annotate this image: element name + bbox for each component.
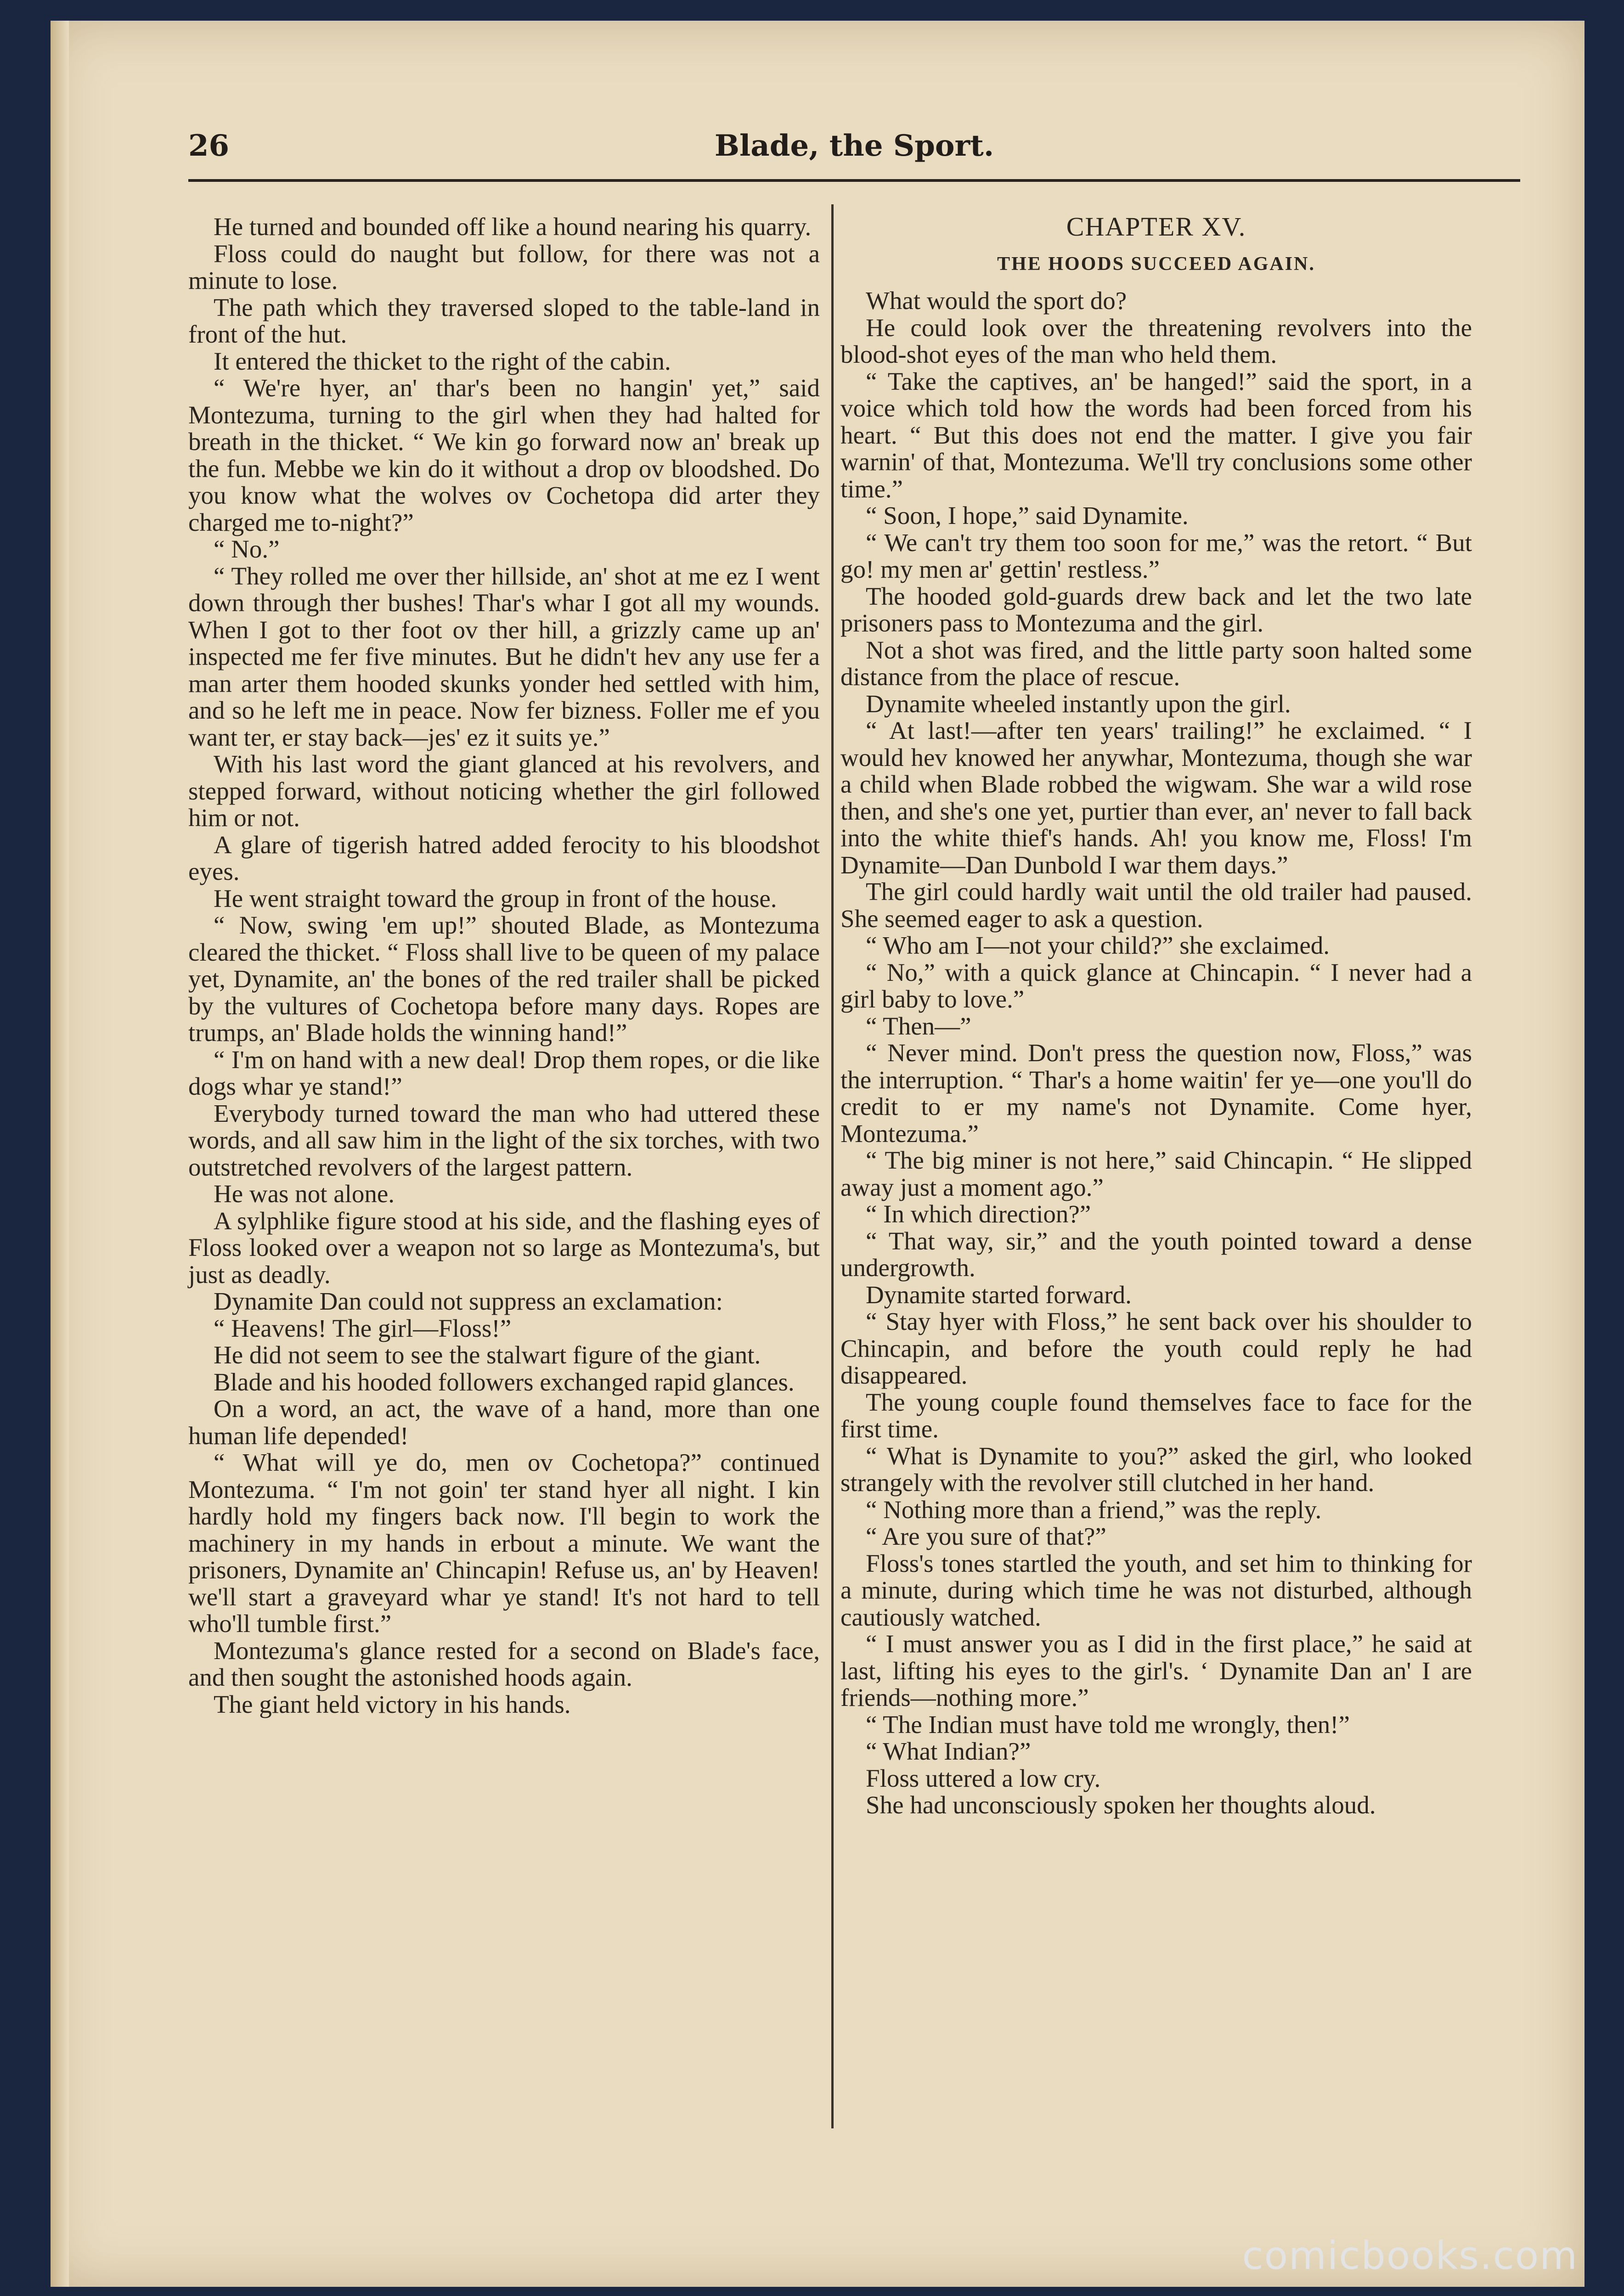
paragraph: He turned and bounded off like a hound nearing his quarry. [214, 213, 812, 241]
paragraph: Dynamite wheeled instantly upon the girl. [866, 689, 1291, 718]
column-divider [831, 204, 834, 2128]
paragraph: “ Who am I—not your child?” she exclaimed. [866, 931, 1330, 959]
paragraph: The young couple found themselves face to face for the first time. [840, 1388, 1472, 1443]
paragraph: “ Heavens! The girl—Floss!” [214, 1314, 512, 1342]
paragraph: Blade and his hooded followers exchanged rapid glances. [214, 1367, 795, 1396]
paragraph: It entered the thicket to the right of the cabin. [214, 347, 671, 375]
chapter-subtitle: THE HOODS SUCCEED AGAIN. [997, 253, 1315, 275]
page-header [188, 129, 1520, 182]
paragraph: With his last word the giant glanced at his revolvers, and stepped forward, without noticing whether the girl followed him or not. [188, 750, 820, 832]
paragraph: The girl could hardly wait until the old trailer had paused. She seemed eager to ask a question. [840, 878, 1472, 933]
paragraph: He was not alone. [214, 1180, 395, 1208]
paragraph: Floss could do naught but follow, for there was not a minute to lose. [188, 239, 820, 294]
paragraph: She had unconsciously spoken her thoughts aloud. [866, 1791, 1376, 1819]
chapter-heading: CHAPTER XV. [1066, 212, 1246, 242]
paragraph: “ The Indian must have told me wrongly, then!” [866, 1710, 1350, 1739]
paragraph: Dynamite started forward. [866, 1280, 1132, 1309]
paragraph: “ The big miner is not here,” said Chincapin. “ He slipped away just a moment ago.” [840, 1146, 1472, 1201]
site-watermark: comicbooks.com [1242, 2233, 1578, 2278]
paragraph: What would the sport do? [866, 287, 1127, 315]
paragraph: On a word, an act, the wave of a hand, more than one human life depended! [188, 1395, 820, 1450]
paragraph: “ They rolled me over ther hillside, an' shot at me ez I went down through ther bushes! Thar's whar I got all my wounds. When I got to ther foot ov ther hill, a grizzly came up an' inspected me fer five minutes. But he didn't hev any use fer a man arter them hooded skunks yonder hed settled with him, and so he left me in peace. Now fer bizness. Foller me ef you want ter, er stay back—jes' ez it suits ye.” [188, 562, 820, 751]
paragraph: “ Are you sure of that?” [866, 1522, 1106, 1550]
running-title: Blade, the Sport. [714, 129, 994, 163]
paragraph: He went straight toward the group in front of the house. [214, 884, 777, 912]
paragraph: He did not seem to see the stalwart figure of the giant. [214, 1341, 761, 1369]
paragraph: The hooded gold-guards drew back and let the two late prisoners pass to Montezuma and the girl. [840, 582, 1472, 637]
paragraph: A sylphlike figure stood at his side, and the flashing eyes of Floss looked over a weapon not so large as Montezuma's, but just as deadly. [188, 1206, 820, 1289]
paragraph: The giant held victory in his hands. [214, 1690, 571, 1718]
paragraph: Dynamite Dan could not suppress an exclamation: [214, 1287, 723, 1315]
paragraph: “ That way, sir,” and the youth pointed toward a dense undergrowth. [840, 1227, 1472, 1282]
paragraph: “ What Indian?” [866, 1737, 1031, 1765]
paragraph: “ No,” with a quick glance at Chincapin. “ I never had a girl baby to love.” [840, 958, 1472, 1013]
magazine-page [51, 21, 1585, 2287]
paragraph: “ I'm on hand with a new deal! Drop them ropes, or die like dogs whar ye stand!” [188, 1045, 820, 1100]
paragraph: Montezuma's glance rested for a second on Blade's face, and then sought the astonished hoods again. [188, 1636, 820, 1691]
paragraph: “ Take the captives, an' be hanged!” said the sport, in a voice which told how the words had been forced from his heart. “ But this does not end the matter. I give you fair warnin' of that, Montezuma. We'll try conclusions some other time.” [840, 367, 1472, 503]
paragraph: “ No.” [214, 535, 280, 563]
paragraph: “ Stay hyer with Floss,” he sent back over his shoulder to Chincapin, and before the youth could reply he had disappeared. [840, 1307, 1472, 1389]
paragraph: Floss's tones startled the youth, and set him to thinking for a minute, during which time he was not disturbed, although cautiously watched. [840, 1549, 1472, 1631]
left-column [188, 214, 820, 1718]
paragraph: “ Then—” [866, 1012, 971, 1040]
paragraph: “ In which direction?” [866, 1200, 1091, 1228]
paragraph: “ Soon, I hope,” said Dynamite. [866, 501, 1189, 529]
paragraph: “ We can't try them too soon for me,” was the retort. “ But go! my men ar' gettin' restless.” [840, 528, 1472, 583]
paragraph: A glare of tigerish hatred added ferocity to his bloodshot eyes. [188, 830, 820, 885]
paragraph: “ Nothing more than a friend,” was the reply. [866, 1495, 1322, 1524]
paragraph: “ What will ye do, men ov Cochetopa?” continued Montezuma. “ I'm not goin' ter stand hyer all night. I kin hardly hold my fingers back now. I'll begin to work the machinery in my hands in erbout a minute. We want the prisoners, Dynamite an' Chincapin! Refuse us, an' by Heaven! we'll start a graveyard whar ye stand! It's not hard to tell who'll tumble first.” [188, 1448, 820, 1638]
paragraph: “ At last!—after ten years' trailing!” he exclaimed. “ I would hev knowed her anywhar, Montezuma, though she war a child when Blade robbed the wigwam. She war a wild rose then, and she's one yet, purtier than ever, an' never to fall back into the white thief's hands. Ah! you know me, Floss! I'm Dynamite—Dan Dunbold I war them days.” [840, 716, 1472, 879]
page-binding-edge [51, 21, 69, 2287]
paragraph: “ We're hyer, an' thar's been no hangin' yet,” said Montezuma, turning to the girl when they had halted for breath in the thicket. “ We kin go forward now an' break up the fun. Mebbe we kin do it without a drop ov bloodshed. Do you know what the wolves ov Cochetopa did arter they charged me to-night?” [188, 374, 820, 536]
paragraph: “ Never mind. Don't press the question now, Floss,” was the interruption. “ Thar's a home waitin' fer ye—one you'll do credit to er my name's not Dynamite. Come hyer, Montezuma.” [840, 1039, 1472, 1148]
paragraph: “ Now, swing 'em up!” shouted Blade, as Montezuma cleared the thicket. “ Floss shall live to be queen of my palace yet, Dynamite, an' the bones of the red trailer shall be picked by the vultures of Cochetopa before many days. Ropes are trumps, an' Blade holds the winning hand!” [188, 911, 820, 1047]
paragraph: Everybody turned toward the man who had uttered these words, and all saw him in the light of the six torches, with two outstretched revolvers of the largest pattern. [188, 1099, 820, 1181]
paragraph: He could look over the threatening revolvers into the blood-shot eyes of the man who held them. [840, 313, 1472, 368]
page-number: 26 [188, 129, 230, 163]
right-column [840, 214, 1472, 1819]
paragraph: “ I must answer you as I did in the first place,” he said at last, lifting his eyes to the girl's. ‘ Dynamite Dan an' I are friends—nothing more.” [840, 1630, 1472, 1711]
paragraph: Not a shot was fired, and the little party soon halted some distance from the place of rescue. [840, 636, 1472, 691]
paragraph: “ What is Dynamite to you?” asked the girl, who looked strangely with the revolver still clutched in her hand. [840, 1441, 1472, 1497]
paragraph: The path which they traversed sloped to the table-land in front of the hut. [188, 293, 820, 348]
paragraph: Floss uttered a low cry. [866, 1764, 1101, 1792]
